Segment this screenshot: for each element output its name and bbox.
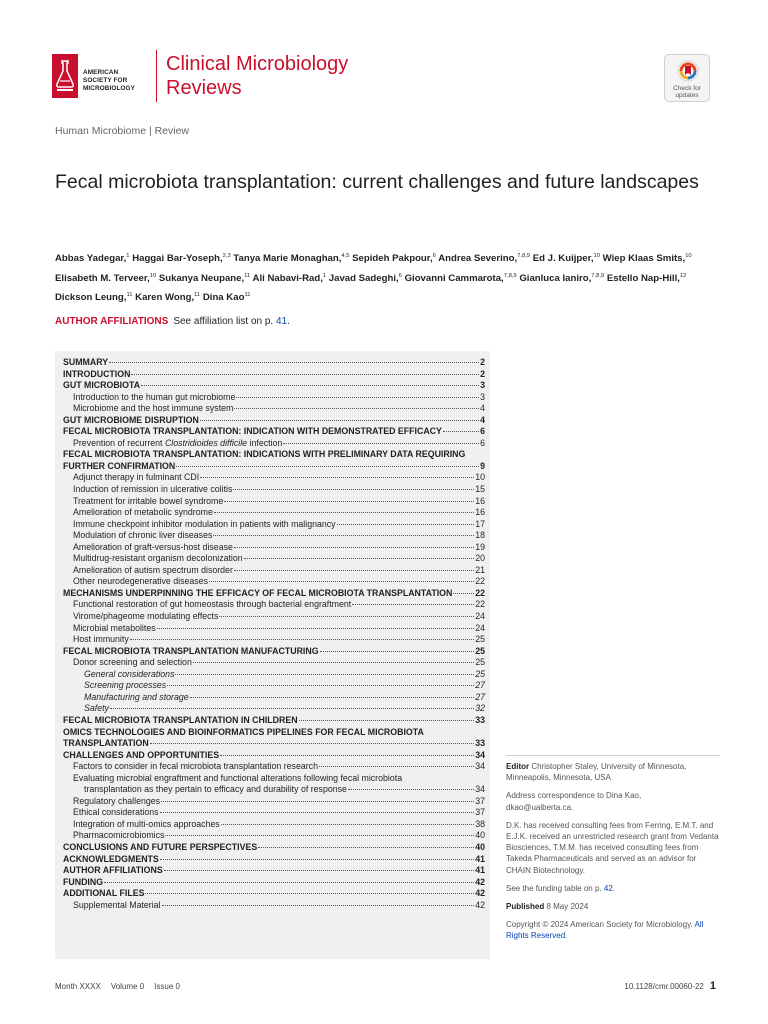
author-name[interactable]: Estello Nap-Hill, <box>606 272 680 284</box>
toc-entry[interactable] <box>63 819 485 831</box>
asm-logo <box>52 54 152 102</box>
author-affiliation-number: 12 <box>679 272 687 279</box>
toc-entry-page: 3 <box>480 380 485 391</box>
doi-info <box>624 980 716 992</box>
published-date: 8 May 2024 <box>546 902 589 912</box>
toc-entry-page: 16 <box>475 507 485 518</box>
toc-entry[interactable] <box>63 669 485 681</box>
toc-dot-leader <box>141 385 479 386</box>
toc-dot-leader <box>299 720 475 721</box>
toc-entry-label: Induction of remission in ulcerative colitis <box>73 484 233 495</box>
toc-dot-leader <box>157 628 475 629</box>
toc-entry-page: 2 <box>480 368 485 379</box>
toc-entry-label: Ethical considerations <box>73 807 159 818</box>
toc-dot-leader <box>109 362 479 363</box>
author-affiliations-note <box>55 316 290 327</box>
toc-entry-label: General considerations <box>84 668 175 679</box>
article-category: Human Microbiome | Review <box>55 125 190 137</box>
toc-dot-leader <box>162 905 475 906</box>
toc-entry[interactable] <box>63 369 485 381</box>
author-name[interactable]: Abbas Yadegar, <box>55 253 127 264</box>
toc-dot-leader <box>160 859 474 860</box>
toc-entry-label: Microbial metabolites <box>73 622 156 633</box>
toc-entry[interactable] <box>63 750 485 762</box>
toc-entry[interactable] <box>63 680 485 692</box>
toc-entry-page: 9 <box>480 460 485 471</box>
author-affiliation-number: 11 <box>194 292 201 298</box>
toc-entry-page: 3 <box>480 391 485 402</box>
check-updates-line: Check for <box>673 85 701 92</box>
author-affiliation-number: 2,3 <box>222 253 231 259</box>
toc-entry-page: 22 <box>475 576 485 587</box>
toc-entry[interactable] <box>63 703 485 715</box>
author-name[interactable]: Tanya Marie Monaghan, <box>233 253 342 264</box>
toc-dot-leader <box>220 755 474 756</box>
toc-entry-page: 25 <box>475 668 485 679</box>
toc-entry-page: 19 <box>475 541 485 552</box>
toc-entry-page: 42 <box>475 888 485 899</box>
author-name[interactable]: Karen Wong, <box>135 292 195 303</box>
author-affiliation-number: 6 <box>398 272 402 279</box>
toc-dot-leader <box>319 766 474 767</box>
author-affiliation-number: 10 <box>593 253 600 259</box>
affiliations-label: AUTHOR AFFILIATIONS <box>55 316 169 327</box>
toc-entry[interactable] <box>63 449 485 472</box>
toc-entry[interactable] <box>63 611 485 623</box>
flask-emblem-icon <box>52 54 78 98</box>
author-affiliation-number: 11 <box>244 272 251 279</box>
toc-entry-label: Prevention of recurrent Clostridioides difficile infection <box>73 437 283 448</box>
toc-entry-label: ADDITIONAL FILES <box>63 888 145 899</box>
toc-entry-page: 37 <box>475 795 485 806</box>
published-note <box>506 901 720 912</box>
toc-entry-page: 34 <box>475 761 485 772</box>
toc-entry-label: MECHANISMS UNDERPINNING THE EFFICACY OF FECAL MICROBIOTA TRANSPLANTATION <box>63 587 453 598</box>
toc-entry-label: Amelioration of graft-versus-host disease <box>73 541 233 552</box>
toc-entry[interactable] <box>63 761 485 773</box>
toc-entry-label: FECAL MICROBIOTA TRANSPLANTATION IN CHILDREN <box>63 714 298 725</box>
footer-issue: Issue 0 <box>154 982 180 991</box>
toc-entry-page: 34 <box>475 784 485 795</box>
affiliations-page-link[interactable]: 41 <box>276 316 288 327</box>
toc-entry-label: Functional restoration of gut homeostasis through bacterial engraftment <box>73 599 352 610</box>
toc-entry-page: 2 <box>480 357 485 367</box>
author-affiliation-number: 10 <box>685 253 692 259</box>
toc-entry[interactable] <box>63 392 485 404</box>
toc-entry-page: 25 <box>475 645 485 656</box>
toc-dot-leader <box>176 466 479 467</box>
author-name[interactable]: Ali Nabavi-Rad, <box>252 272 323 284</box>
toc-entry-page: 6 <box>480 437 485 448</box>
author-affiliation-number: 7,8,9 <box>591 272 605 279</box>
toc-dot-leader <box>221 824 475 825</box>
toc-dot-leader <box>348 789 474 790</box>
toc-entry[interactable] <box>63 854 485 866</box>
toc-entry-label: Amelioration of metabolic syndrome <box>73 507 213 518</box>
footer-month: Month XXXX <box>55 982 101 991</box>
author-affiliation-number: 6 <box>432 253 436 259</box>
published-label: Published <box>506 902 545 912</box>
toc-entry[interactable] <box>63 646 485 658</box>
funding-note <box>506 883 720 894</box>
toc-dot-leader <box>190 697 475 698</box>
toc-entry-label: Host immunity <box>73 634 129 645</box>
toc-entry[interactable] <box>63 599 485 611</box>
toc-entry-label: FECAL MICROBIOTA TRANSPLANTATION MANUFACTURING <box>63 645 319 656</box>
author-name[interactable]: Andrea Severino, <box>438 253 518 264</box>
toc-entry-page: 24 <box>475 622 485 633</box>
toc-entry[interactable] <box>63 415 485 427</box>
toc-entry-page: 41 <box>475 865 485 876</box>
author-name[interactable]: Sepideh Pakpour, <box>352 253 433 264</box>
toc-entry-label: GUT MICROBIOME DISRUPTION <box>63 414 199 425</box>
toc-dot-leader <box>234 547 474 548</box>
toc-entry-label: Integration of multi-omics approaches <box>73 818 220 829</box>
toc-entry[interactable] <box>63 692 485 704</box>
toc-entry-page: 27 <box>475 691 485 702</box>
article-title: Fecal microbiota transplantation: current challenges and future landscapes <box>55 171 699 193</box>
toc-dot-leader <box>213 535 474 536</box>
toc-entry-label: Introduction to the human gut microbiome <box>73 391 236 402</box>
toc-entry-page: 42 <box>475 899 485 910</box>
article-info-sidebar <box>506 755 720 949</box>
toc-entry[interactable] <box>63 507 485 519</box>
toc-entry[interactable] <box>63 484 485 496</box>
toc-entry-page: 37 <box>475 807 485 818</box>
author-affiliation-number: 7,8,9 <box>517 253 531 259</box>
toc-entry-label: Donor screening and selection <box>73 657 192 668</box>
toc-entry[interactable] <box>63 634 485 646</box>
toc-dot-leader <box>110 708 474 709</box>
toc-entry[interactable] <box>63 900 485 912</box>
toc-entry-label-continued: TRANSPLANTATION <box>63 738 149 749</box>
toc-entry-page: 17 <box>475 518 485 529</box>
toc-entry[interactable] <box>63 877 485 889</box>
journal-title[interactable] <box>166 52 348 100</box>
toc-entry[interactable] <box>63 888 485 900</box>
toc-entry-label: FUNDING <box>63 876 104 887</box>
toc-entry[interactable] <box>63 565 485 577</box>
toc-entry-page: 21 <box>475 564 485 575</box>
header-divider <box>156 50 157 102</box>
toc-entry[interactable] <box>63 357 485 369</box>
author-name[interactable]: Giovanni Cammarota, <box>404 272 504 284</box>
funding-page-link[interactable]: 42 <box>603 883 613 893</box>
toc-entry-label: Manufacturing and storage <box>84 691 189 702</box>
toc-entry-label: Other neurodegenerative diseases <box>73 576 208 587</box>
toc-entry-label: Microbiome and the host immune system <box>73 403 234 414</box>
author-affiliation-number: 7,8,9 <box>503 272 517 279</box>
toc-dot-leader <box>258 847 474 848</box>
toc-dot-leader <box>200 420 479 421</box>
affiliations-period: . <box>287 316 290 327</box>
toc-entry-label: Evaluating microbial engraftment and functional alterations following fecal microbiota <box>73 772 403 783</box>
toc-entry-first-line <box>63 727 485 739</box>
toc-entry-label: ACKNOWLEDGMENTS <box>63 853 159 864</box>
author-name[interactable]: Wiep Klaas Smits, <box>602 253 686 264</box>
author-name[interactable]: Dickson Leung, <box>55 292 127 303</box>
toc-dot-leader <box>160 812 475 813</box>
toc-dot-leader <box>337 524 475 525</box>
toc-entry-label: Treatment for irritable bowel syndrome <box>73 495 224 506</box>
rights-link[interactable]: All Rights Reserved. <box>506 920 704 941</box>
journal-title-line1: Clinical Microbiology <box>166 53 349 75</box>
toc-entry-page: 22 <box>475 599 485 610</box>
toc-entry-label-continued: FURTHER CONFIRMATION <box>63 460 176 471</box>
toc-entry-page: 33 <box>475 738 485 749</box>
toc-entry[interactable] <box>63 553 485 565</box>
toc-entry-label-continued: transplantation as they pertain to efficacy and durability of response <box>84 784 347 795</box>
toc-dot-leader <box>234 570 474 571</box>
disclosure-note: D.K. has received consulting fees from Ferring, E.M.T. and E.J.K. received an unrestricted research grant from Vedanta Biosciences, T.M.M. has received consulting fees from Takeda Pharmaceuticals and served as an advisor for CHAIN Biotechnology. <box>506 820 719 875</box>
toc-dot-leader <box>352 604 474 605</box>
funding-text: See the funding table on p. <box>506 883 602 893</box>
toc-entry-label: Virome/phageome modulating effects <box>73 611 219 622</box>
author-name[interactable]: Gianluca Ianiro, <box>519 272 592 284</box>
toc-entry-page: 20 <box>475 553 485 564</box>
toc-entry-label: Regulatory challenges <box>73 795 161 806</box>
toc-entry-first-line <box>63 449 485 461</box>
table-of-contents <box>55 351 490 959</box>
toc-entry-label: FECAL MICROBIOTA TRANSPLANTATION: INDICATIONS WITH PRELIMINARY DATA REQUIRING <box>63 449 466 460</box>
toc-entry-page: 15 <box>475 484 485 495</box>
toc-entry-page: 25 <box>475 634 485 645</box>
toc-entry[interactable] <box>63 865 485 877</box>
author-list <box>55 248 721 307</box>
toc-dot-leader <box>104 882 474 883</box>
toc-entry[interactable] <box>63 403 485 415</box>
toc-entry-label: Adjunct therapy in fulminant CDI <box>73 472 200 483</box>
toc-entry-page: 22 <box>475 587 485 598</box>
toc-entry-page: 41 <box>475 853 485 864</box>
footer-volume: Volume 0 <box>110 982 145 991</box>
toc-entry-label: Modulation of chronic liver diseases <box>73 530 213 541</box>
toc-entry[interactable] <box>63 796 485 808</box>
toc-entry-label: Screening processes <box>84 680 167 691</box>
toc-dot-leader <box>175 674 474 675</box>
toc-entry[interactable] <box>63 623 485 635</box>
toc-entry[interactable] <box>63 657 485 669</box>
toc-entry-label: Multidrug-resistant organism decolonization <box>73 553 243 564</box>
toc-entry-page: 10 <box>475 472 485 483</box>
toc-entry-page: 40 <box>475 830 485 841</box>
author-affiliation-number: 10 <box>149 272 157 279</box>
toc-entry[interactable] <box>63 380 485 392</box>
funding-period: . <box>612 883 616 893</box>
toc-dot-leader <box>283 443 479 444</box>
toc-entry-label: AUTHOR AFFILIATIONS <box>63 865 163 876</box>
correspondence-email[interactable]: dkao@ualberta.ca. <box>506 802 574 812</box>
editor-label: Editor <box>506 762 530 771</box>
author-name[interactable]: Ed J. Kuijper, <box>532 253 594 264</box>
author-affiliation-number: 11 <box>244 292 251 298</box>
toc-entry-page: 4 <box>480 403 485 414</box>
toc-dot-leader <box>224 501 474 502</box>
check-for-updates-button[interactable] <box>664 54 710 102</box>
footer-page-number: 1 <box>709 980 716 992</box>
author-name[interactable]: Elisabeth M. Terveer, <box>55 272 150 284</box>
toc-dot-leader <box>236 397 479 398</box>
toc-entry-page: 24 <box>475 611 485 622</box>
toc-entry[interactable] <box>63 576 485 588</box>
author-affiliation-number: 4,5 <box>341 253 350 259</box>
toc-entry[interactable] <box>63 807 485 819</box>
toc-dot-leader <box>219 616 474 617</box>
toc-entry[interactable] <box>63 438 485 450</box>
toc-dot-leader <box>209 581 474 582</box>
toc-dot-leader <box>167 685 474 686</box>
toc-entry-page: 38 <box>475 818 485 829</box>
toc-entry[interactable] <box>63 773 485 796</box>
toc-entry-page: 4 <box>480 414 485 425</box>
correspondence-text: Address correspondence to Dina Kao, <box>506 791 642 801</box>
toc-entry-label: CHALLENGES AND OPPORTUNITIES <box>63 749 220 760</box>
toc-dot-leader <box>131 374 479 375</box>
society-name <box>83 69 135 93</box>
copyright-note <box>506 919 720 941</box>
toc-entry[interactable] <box>63 426 485 438</box>
toc-entry[interactable] <box>63 472 485 484</box>
society-line: AMERICAN <box>83 69 119 76</box>
toc-dot-leader <box>150 743 475 744</box>
toc-dot-leader <box>164 870 475 871</box>
author-name[interactable]: Haggai Bar-Yoseph, <box>132 253 223 264</box>
footer-doi[interactable]: 10.1128/cmr.00060-22 <box>624 982 704 991</box>
toc-entry[interactable] <box>63 830 485 842</box>
author-name[interactable]: Sukanya Neupane, <box>158 272 245 284</box>
toc-entry-page: 27 <box>475 680 485 691</box>
check-updates-line: updates <box>675 92 699 99</box>
toc-entry[interactable] <box>63 842 485 854</box>
toc-dot-leader <box>234 408 479 409</box>
editor-text: Christopher Staley, University of Minnesota, Minneapolis, Minnesota, USA <box>506 762 687 783</box>
toc-dot-leader <box>453 593 474 594</box>
toc-entry-page: 40 <box>475 841 485 852</box>
toc-entry-first-line <box>73 773 485 785</box>
toc-dot-leader <box>244 558 475 559</box>
toc-entry-page: 33 <box>475 714 485 725</box>
author-name[interactable]: Dina Kao <box>202 292 245 303</box>
issue-info <box>55 982 190 991</box>
correspondence-note <box>506 790 720 812</box>
toc-entry-page: 25 <box>475 657 485 668</box>
toc-dot-leader <box>320 651 475 652</box>
toc-entry-label: INTRODUCTION <box>63 368 131 379</box>
check-updates-label <box>665 85 709 99</box>
toc-dot-leader <box>193 662 474 663</box>
society-line: MICROBIOLOGY <box>83 85 135 92</box>
toc-dot-leader <box>161 801 474 802</box>
author-affiliation-number: 1 <box>126 253 130 259</box>
toc-dot-leader <box>200 477 474 478</box>
toc-entry-label: Factors to consider in fecal microbiota transplantation research <box>73 761 318 772</box>
toc-dot-leader <box>130 639 474 640</box>
toc-entry-page: 6 <box>480 426 485 437</box>
toc-entry[interactable] <box>63 715 485 727</box>
toc-entry-label: Safety <box>84 703 109 714</box>
toc-entry[interactable] <box>63 496 485 508</box>
toc-dot-leader <box>145 893 474 894</box>
toc-entry-label: Supplemental Material <box>73 899 161 910</box>
toc-entry-label: CONCLUSIONS AND FUTURE PERSPECTIVES <box>63 841 258 852</box>
toc-entry-label: Amelioration of autism spectrum disorder <box>73 564 233 575</box>
toc-dot-leader <box>443 431 479 432</box>
toc-entry-page: 42 <box>475 876 485 887</box>
toc-entry-page: 32 <box>475 703 485 714</box>
society-line: SOCIETY FOR <box>83 77 128 84</box>
journal-title-line2: Reviews <box>166 77 242 99</box>
copyright-text: Copyright © 2024 American Society for Microbiology. <box>506 920 693 930</box>
toc-entry[interactable] <box>63 542 485 554</box>
toc-dot-leader <box>214 512 474 513</box>
author-affiliation-number: 11 <box>126 292 133 298</box>
toc-entry-label: OMICS TECHNOLOGIES AND BIOINFORMATICS PIPELINES FOR FECAL MICROBIOTA <box>63 726 424 737</box>
author-name[interactable]: Javad Sadeghi, <box>328 272 399 284</box>
toc-dot-leader <box>233 489 474 490</box>
toc-entry[interactable] <box>63 519 485 531</box>
toc-entry-page: 34 <box>475 749 485 760</box>
toc-entry-label: Immune checkpoint inhibitor modulation in patients with malignancy <box>73 518 336 529</box>
bookmark-check-icon <box>677 60 699 84</box>
toc-entry-page: 16 <box>475 495 485 506</box>
toc-entry-label: SUMMARY <box>63 357 109 367</box>
toc-entry-label: Pharmacomicrobiomics <box>73 830 165 841</box>
toc-entry-page: 18 <box>475 530 485 541</box>
toc-entry[interactable] <box>63 530 485 542</box>
author-affiliation-number: 1 <box>322 272 327 279</box>
toc-entry[interactable] <box>63 727 485 750</box>
affiliations-text: See affiliation list on p. <box>173 316 274 327</box>
toc-dot-leader <box>165 835 474 836</box>
toc-entry-label: FECAL MICROBIOTA TRANSPLANTATION: INDICATION WITH DEMONSTRATED EFFICACY <box>63 426 442 437</box>
toc-entry[interactable] <box>63 588 485 600</box>
editor-note <box>506 761 720 783</box>
toc-entry-label: GUT MICROBIOTA <box>63 380 141 391</box>
